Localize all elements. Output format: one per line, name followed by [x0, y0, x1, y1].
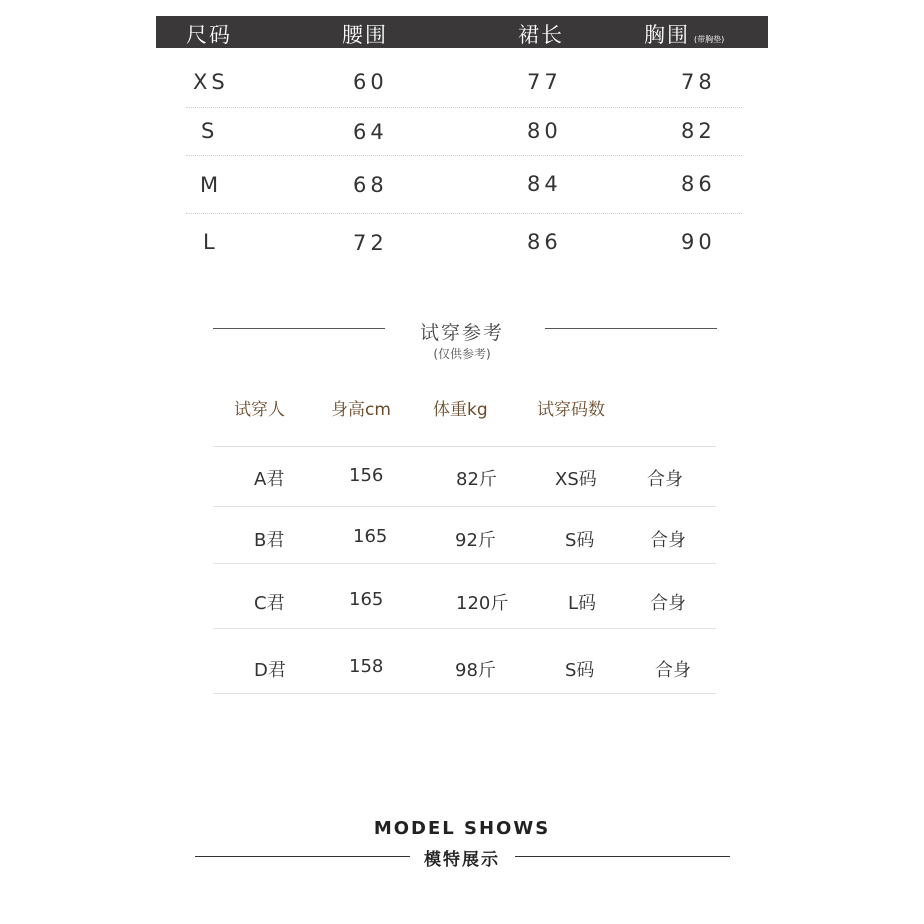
size-cell: S码	[565, 530, 595, 551]
row-divider	[186, 107, 742, 108]
weight-cell: 98斤	[455, 660, 496, 681]
waist-cell: 72	[353, 231, 388, 255]
header-height: 身高cm	[331, 400, 391, 420]
fitting-reference-subtitle: (仅供参考)	[433, 347, 491, 361]
person-cell: D君	[254, 660, 286, 681]
fit-cell: 合身	[650, 530, 686, 551]
waist-cell: 64	[353, 120, 388, 144]
row-divider	[213, 628, 716, 629]
bust-note: (带胸垫)	[694, 35, 725, 44]
size-cell: L	[203, 230, 219, 254]
row-divider	[213, 506, 716, 507]
header-person: 试穿人	[234, 400, 285, 420]
height-cell: 156	[349, 465, 384, 486]
bust-cell: 90	[681, 230, 716, 254]
length-cell: 80	[527, 119, 562, 143]
length-cell: 86	[527, 230, 562, 254]
fitting-reference-title: 试穿参考	[419, 322, 504, 344]
length-cell: 84	[527, 172, 562, 196]
waist-cell: 60	[353, 70, 388, 94]
height-cell: 165	[349, 589, 384, 610]
weight-cell: 92斤	[455, 530, 496, 551]
header-bust-label: 胸围	[644, 23, 690, 47]
header-fit-size: 试穿码数	[537, 400, 605, 420]
header-size: 尺码	[186, 23, 232, 47]
height-cell: 165	[353, 526, 388, 547]
row-divider	[213, 563, 716, 564]
model-shows-title: MODEL SHOWS	[373, 818, 551, 839]
row-divider	[213, 446, 716, 447]
header-waist: 腰围	[342, 23, 388, 47]
row-divider	[186, 155, 742, 156]
size-cell: S	[201, 119, 219, 143]
weight-cell: 82斤	[456, 469, 497, 490]
size-cell: XS码	[555, 469, 597, 490]
size-chart-header	[156, 16, 768, 48]
length-cell: 77	[527, 70, 562, 94]
size-cell: XS	[193, 70, 229, 94]
person-cell: B君	[254, 530, 285, 551]
weight-cell: 120斤	[456, 593, 509, 614]
size-cell: M	[200, 173, 223, 197]
header-length: 裙长	[518, 23, 564, 47]
bust-cell: 82	[681, 119, 716, 143]
person-cell: C君	[254, 593, 285, 614]
bust-cell: 86	[681, 172, 716, 196]
fit-cell: 合身	[655, 660, 691, 681]
fit-cell: 合身	[650, 593, 686, 614]
size-cell: S码	[565, 660, 595, 681]
person-cell: A君	[254, 469, 285, 490]
row-divider	[186, 213, 742, 214]
size-cell: L码	[568, 593, 597, 614]
header-bust	[644, 19, 724, 49]
fit-cell: 合身	[647, 469, 683, 490]
height-cell: 158	[349, 656, 384, 677]
waist-cell: 68	[353, 173, 388, 197]
bust-cell: 78	[681, 70, 716, 94]
model-shows-subtitle: 模特展示	[424, 850, 500, 870]
row-divider	[213, 693, 716, 694]
header-weight: 体重kg	[433, 400, 488, 420]
